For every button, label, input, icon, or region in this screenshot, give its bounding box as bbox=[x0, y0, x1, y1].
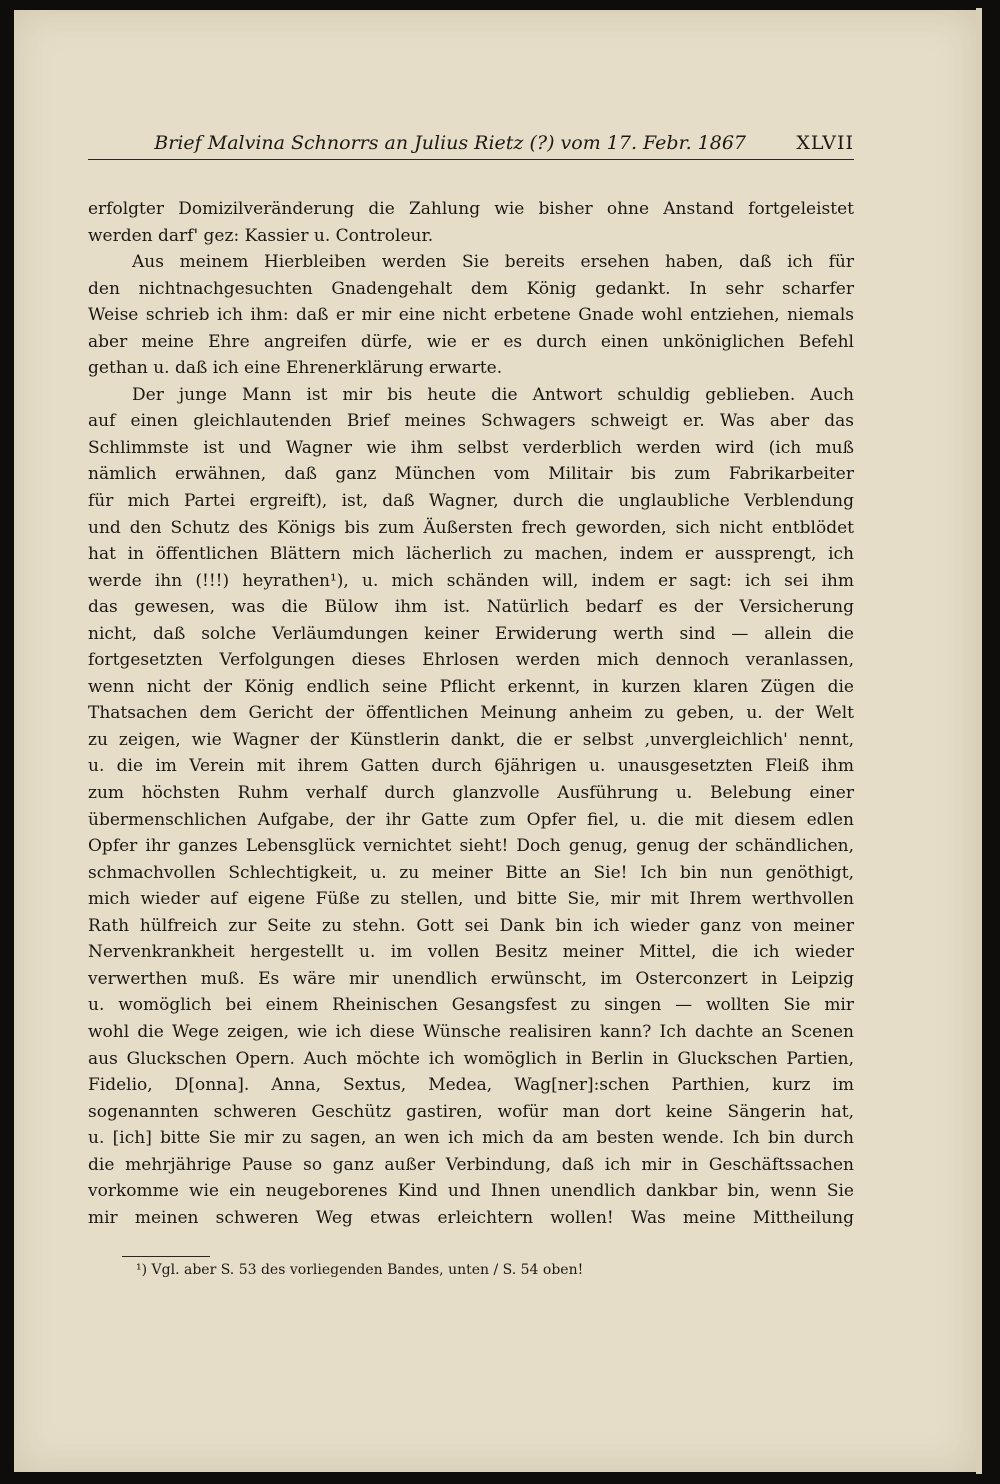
text-line: Schlimmste ist und Wagner wie ihm selbst verderblich werden wird (ich muß bbox=[88, 437, 854, 458]
text-line: übermenschlichen Aufgabe, der ihr Gatte zum Opfer fiel, u. die mit diesem edlen bbox=[88, 809, 854, 830]
text-line: zu zeigen, wie Wagner der Künstlerin dankt, die er selbst ‚unvergleichlich' nennt, bbox=[88, 729, 854, 750]
text-line: und den Schutz des Königs bis zum Äußersten frech geworden, sich nicht entblödet bbox=[88, 517, 854, 538]
text-line: für mich Partei ergreift), ist, daß Wagner, durch die unglaubliche Verblendung bbox=[88, 491, 854, 512]
text-line: wohl die Wege zeigen, wie ich diese Wünsche realisiren kann? Ich dachte an Scenen bbox=[88, 1021, 854, 1042]
footnote: ¹) Vgl. aber S. 53 des vorliegenden Bandes, unten / S. 54 oben! bbox=[136, 1262, 584, 1278]
text-line: mich wieder auf eigene Füße zu stellen, und bitte Sie, mir mit Ihrem werthvollen bbox=[88, 889, 854, 910]
text-line: werden darf' gez: Kassier u. Controleur. bbox=[88, 225, 434, 246]
running-head bbox=[88, 130, 854, 160]
text-line: Fidelio, D[onna]. Anna, Sextus, Medea, Wag[ner]:schen Parthien, kurz im bbox=[88, 1075, 854, 1096]
text-line: Opfer ihr ganzes Lebensglück vernichtet sieht! Doch genug, genug der schändlichen, bbox=[88, 836, 854, 857]
header-rule bbox=[88, 159, 854, 160]
text-line: mir meinen schweren Weg etwas erleichtern wollen! Was meine Mittheilung bbox=[88, 1207, 854, 1228]
text-line: hat in öffentlichen Blättern mich lächerlich zu machen, indem er aussprengt, ich bbox=[88, 544, 854, 565]
text-line: das gewesen, was die Bülow ihm ist. Natürlich bedarf es der Versicherung bbox=[88, 597, 854, 618]
text-line: vorkomme wie ein neugeborenes Kind und Ihnen unendlich dankbar bin, wenn Sie bbox=[88, 1181, 854, 1202]
text-line: erfolgter Domizilveränderung die Zahlung wie bisher ohne Anstand fortgeleistet bbox=[88, 199, 854, 219]
page-number: XLVII bbox=[796, 132, 854, 154]
text-line: werde ihn (!!!) heyrathen¹), u. mich schänden will, indem er sagt: ich sei ihm bbox=[88, 570, 854, 591]
text-line: nämlich erwähnen, daß ganz München vom Militair bis zum Fabrikarbeiter bbox=[88, 464, 854, 485]
text-line: Rath hülfreich zur Seite zu stehn. Gott sei Dank bin ich wieder ganz von meiner bbox=[88, 915, 854, 936]
text-line: auf einen gleichlautenden Brief meines Schwagers schweigt er. Was aber das bbox=[88, 411, 854, 432]
footnote-rule bbox=[122, 1256, 210, 1257]
text-line: Nervenkrankheit hergestellt u. im vollen Besitz meiner Mittel, die ich wieder bbox=[88, 942, 854, 963]
text-line: verwerthen muß. Es wäre mir unendlich erwünscht, im Osterconzert in Leipzig bbox=[88, 968, 854, 989]
text-line: fortgesetzten Verfolgungen dieses Ehrlosen werden mich dennoch veranlassen, bbox=[88, 650, 854, 671]
text-line: sogenannten schweren Geschütz gastiren, wofür man dort keine Sängerin hat, bbox=[88, 1101, 854, 1122]
text-line: wenn nicht der König endlich seine Pflicht erkennt, in kurzen klaren Zügen die bbox=[88, 676, 854, 697]
text-line: Weise schrieb ich ihm: daß er mir eine nicht erbetene Gnade wohl entziehen, niemals bbox=[88, 305, 854, 326]
letter-body bbox=[88, 196, 854, 1231]
text-line: zum höchsten Ruhm verhalf durch glanzvolle Ausführung u. Belebung einer bbox=[88, 783, 854, 804]
text-line: Der junge Mann ist mir bis heute die Antwort schuldig geblieben. Auch bbox=[132, 384, 854, 405]
text-line: u. [ich] bitte Sie mir zu sagen, an wen ich mich da am besten wende. Ich bin durch bbox=[88, 1128, 854, 1149]
text-line: gethan u. daß ich eine Ehrenerklärung erwarte. bbox=[88, 358, 503, 379]
text-line: Aus meinem Hierbleiben werden Sie bereits ersehen haben, daß ich für bbox=[132, 252, 854, 273]
text-line: nicht, daß solche Verläumdungen keiner Erwiderung werth sind — allein die bbox=[88, 623, 854, 644]
text-line: Thatsachen dem Gericht der öffentlichen Meinung anheim zu geben, u. der Welt bbox=[88, 703, 854, 724]
running-head-title: Brief Malvina Schnorrs an Julius Rietz (?) vom 17. Febr. 1867 bbox=[154, 132, 746, 154]
book-page bbox=[14, 10, 976, 1472]
text-line: schmachvollen Schlechtigkeit, u. zu meiner Bitte an Sie! Ich bin nun genöthigt, bbox=[88, 862, 854, 883]
text-line: die mehrjährige Pause so ganz außer Verbindung, daß ich mir in Geschäftssachen bbox=[88, 1154, 854, 1175]
text-line: den nichtnachgesuchten Gnadengehalt dem König gedankt. In sehr scharfer bbox=[88, 278, 854, 299]
text-line: aus Gluckschen Opern. Auch möchte ich womöglich in Berlin in Gluckschen Partien, bbox=[88, 1048, 854, 1069]
text-line: u. die im Verein mit ihrem Gatten durch 6jährigen u. unausgesetzten Fleiß ihm bbox=[88, 756, 854, 777]
text-line: aber meine Ehre angreifen dürfe, wie er es durch einen unköniglichen Befehl bbox=[88, 331, 854, 352]
page-edge bbox=[976, 8, 982, 1474]
text-line: u. womöglich bei einem Rheinischen Gesangsfest zu singen — wollten Sie mir bbox=[88, 995, 854, 1016]
